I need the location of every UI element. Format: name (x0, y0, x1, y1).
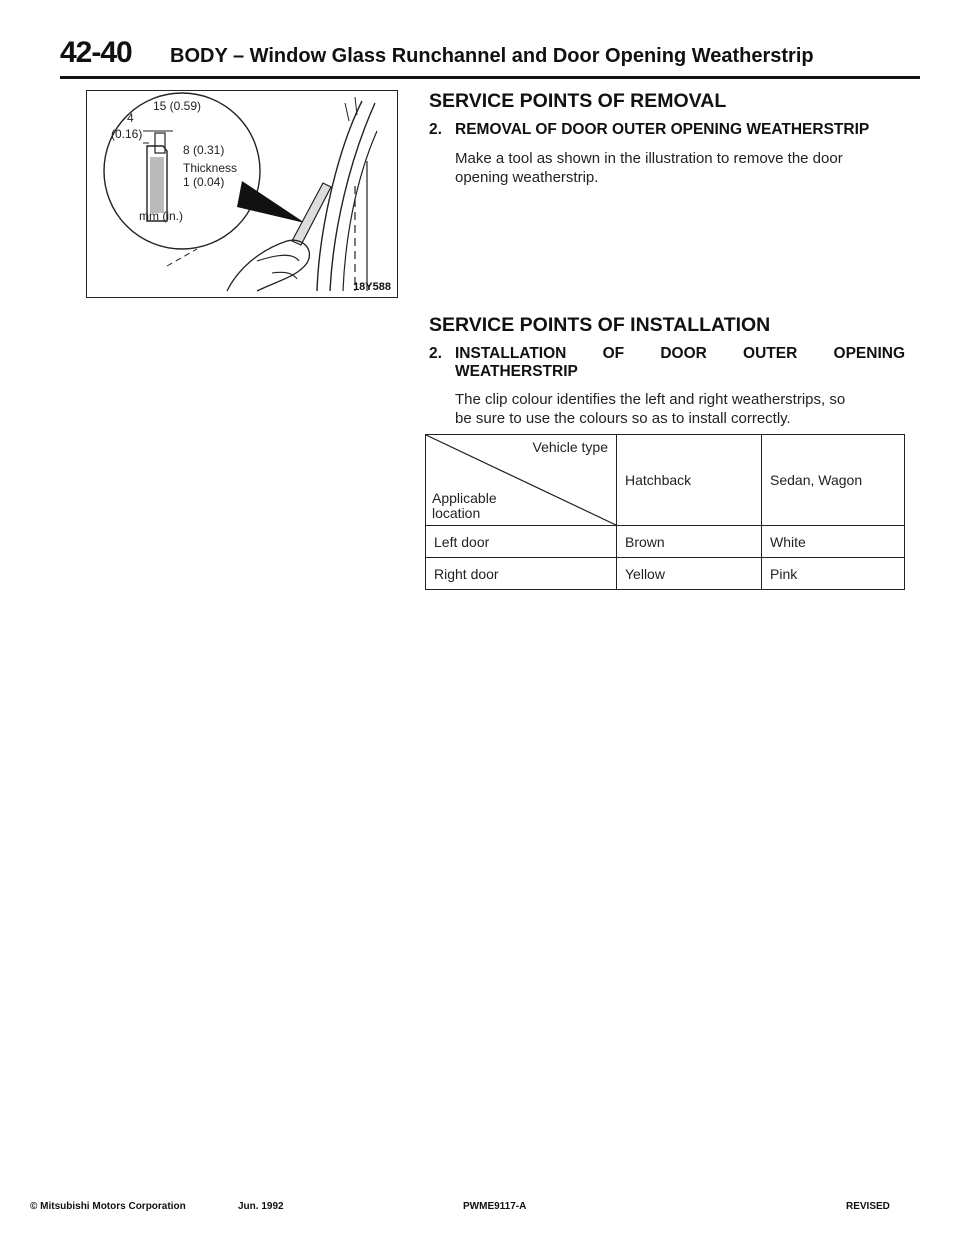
installation-text-line: The clip colour identifies the left and right weatherstrips, so (455, 391, 846, 408)
row-location: Left door (426, 526, 617, 558)
removal-item-number: 2. (429, 121, 442, 138)
cell-hatchback: Yellow (617, 558, 762, 590)
table-row (426, 526, 905, 558)
dimension-left-value: 4 (127, 111, 134, 125)
dimension-width: 8 (0.31) (183, 143, 225, 157)
vehicle-type-label: Vehicle type (532, 439, 608, 455)
installation-heading: SERVICE POINTS OF INSTALLATION (429, 314, 771, 336)
header-divider (60, 76, 920, 79)
removal-item-title: REMOVAL OF DOOR OUTER OPENING WEATHERSTRIP (455, 121, 870, 138)
title-word: OUTER (743, 345, 798, 362)
title-word: OPENING (833, 345, 905, 362)
page-number: 42-40 (60, 36, 132, 69)
cell-sedan-wagon: White (762, 526, 905, 558)
thickness-value: 1 (0.04) (183, 175, 225, 189)
row-location: Right door (426, 558, 617, 590)
cell-hatchback: Brown (617, 526, 762, 558)
cell-sedan-wagon: Pink (762, 558, 905, 590)
removal-instructions (455, 149, 905, 187)
installation-title-line2: WEATHERSTRIP (455, 363, 578, 380)
dimension-left-inches: (0.16) (111, 127, 143, 141)
applicable-location-label (432, 491, 497, 521)
table-row (426, 558, 905, 590)
installation-title-line1 (455, 345, 905, 363)
clip-colour-table (425, 434, 905, 590)
title-word: INSTALLATION (455, 345, 567, 362)
thickness-label: Thickness (183, 161, 238, 175)
title-word: OF (602, 345, 625, 362)
table-corner-cell (426, 435, 617, 526)
figure-code: 18Y588 (353, 281, 391, 293)
page-header (60, 36, 920, 80)
removal-text-line: Make a tool as shown in the illustration to remove the door (455, 150, 843, 167)
column-header-sedan-wagon: Sedan, Wagon (762, 435, 905, 526)
corner-label-line: location (432, 505, 481, 521)
unit-label: mm (in.) (139, 209, 183, 223)
footer-date: Jun. 1992 (238, 1201, 284, 1212)
footer-copyright: © Mitsubishi Motors Corporation (30, 1201, 186, 1212)
tool-illustration (86, 90, 398, 298)
installation-item-number: 2. (429, 345, 442, 362)
installation-text-line: be sure to use the colours so as to install correctly. (455, 410, 791, 427)
page-title: BODY – Window Glass Runchannel and Door Opening Weatherstrip (170, 45, 814, 67)
installation-item-title (455, 345, 905, 381)
footer-status: REVISED (846, 1201, 890, 1212)
installation-instructions (455, 390, 905, 428)
dimension-top: 15 (0.59) (153, 99, 202, 113)
removal-text-line: opening weatherstrip. (455, 169, 599, 186)
title-word: DOOR (660, 345, 707, 362)
removal-heading: SERVICE POINTS OF REMOVAL (429, 90, 727, 112)
table-header-row (426, 435, 905, 526)
column-header-hatchback: Hatchback (617, 435, 762, 526)
corner-label-line: Applicable (432, 490, 497, 506)
footer-doc-code: PWME9117-A (463, 1201, 527, 1212)
